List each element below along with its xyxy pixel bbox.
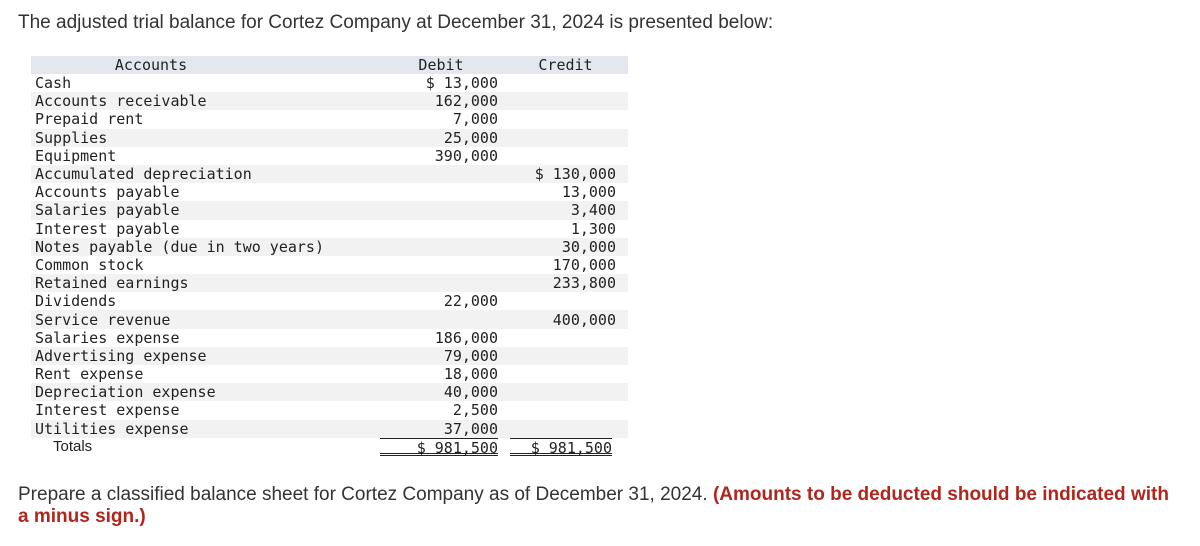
table-row	[31, 420, 628, 438]
account-cell: Dividends	[35, 292, 117, 311]
account-cell: Rent expense	[35, 365, 144, 384]
table-row	[31, 310, 628, 328]
account-cell: Common stock	[35, 255, 144, 274]
table-row	[31, 256, 628, 274]
account-cell: Supplies	[35, 128, 108, 147]
table-row	[31, 147, 628, 165]
account-cell: Prepaid rent	[35, 110, 144, 129]
table-row	[31, 238, 628, 256]
table-row	[31, 347, 628, 365]
table-row	[31, 110, 628, 128]
account-cell: Retained earnings	[35, 274, 189, 293]
header-credit: Credit	[538, 56, 593, 74]
account-cell: Salaries expense	[35, 328, 180, 347]
account-cell: Interest expense	[35, 401, 180, 420]
instructions	[18, 484, 1183, 528]
table-row	[31, 365, 628, 383]
credit-cell: 1,300	[570, 219, 616, 238]
debit-cell: 18,000	[443, 365, 498, 384]
account-cell: Salaries payable	[35, 201, 180, 220]
table-row	[31, 292, 628, 310]
totals-label: Totals	[53, 437, 93, 455]
table-body	[31, 74, 628, 438]
debit-cell: 40,000	[443, 383, 498, 402]
intro-text: The adjusted trial balance for Cortez Company at December 31, 2024 is presented below:	[18, 12, 774, 33]
instructions-text: Prepare a classified balance sheet for Cortez Company as of December 31, 2024.	[18, 484, 713, 505]
credit-cell: 233,800	[552, 274, 616, 293]
header-accounts: Accounts	[114, 56, 188, 74]
debit-cell: 186,000	[434, 328, 498, 347]
account-cell: Accounts receivable	[35, 92, 207, 111]
account-cell: Advertising expense	[35, 346, 207, 365]
debit-cell: 79,000	[443, 346, 498, 365]
account-cell: Utilities expense	[35, 419, 189, 438]
header-debit: Debit	[418, 56, 464, 74]
table-row	[31, 165, 628, 183]
debit-cell: 2,500	[452, 401, 498, 420]
table-row	[31, 401, 628, 419]
table-row	[31, 183, 628, 201]
credit-cell: 13,000	[561, 183, 616, 202]
credit-cell: 400,000	[552, 310, 616, 329]
account-cell: Interest payable	[35, 219, 180, 238]
account-cell: Accounts payable	[35, 183, 180, 202]
table-row	[31, 74, 628, 92]
table-header	[31, 56, 628, 74]
instructions-note: (Amounts to be deducted should be indicated with a minus sign.)	[18, 484, 1169, 527]
totals-credit: $ 981,500	[510, 438, 612, 456]
credit-cell: $ 130,000	[534, 165, 616, 184]
trial-balance-table	[31, 56, 628, 456]
table-row	[31, 329, 628, 347]
account-cell: Depreciation expense	[35, 383, 216, 402]
table-row	[31, 201, 628, 219]
table-row	[31, 129, 628, 147]
debit-cell: 162,000	[434, 92, 498, 111]
debit-cell: $ 13,000	[425, 74, 498, 93]
account-cell: Accumulated depreciation	[35, 165, 252, 184]
table-row	[31, 220, 628, 238]
debit-cell: 37,000	[443, 419, 498, 438]
debit-cell: 25,000	[443, 128, 498, 147]
account-cell: Notes payable (due in two years)	[35, 237, 324, 256]
credit-cell: 30,000	[561, 237, 616, 256]
account-cell: Equipment	[35, 146, 117, 165]
debit-cell: 390,000	[434, 146, 498, 165]
table-row	[31, 274, 628, 292]
debit-cell: 22,000	[443, 292, 498, 311]
totals-row	[31, 438, 628, 456]
table-row	[31, 92, 628, 110]
credit-cell: 170,000	[552, 255, 616, 274]
account-cell: Service revenue	[35, 310, 171, 329]
account-cell: Cash	[35, 74, 72, 93]
credit-cell: 3,400	[570, 201, 616, 220]
table-row	[31, 383, 628, 401]
totals-debit: $ 981,500	[380, 438, 498, 456]
debit-cell: 7,000	[452, 110, 498, 129]
